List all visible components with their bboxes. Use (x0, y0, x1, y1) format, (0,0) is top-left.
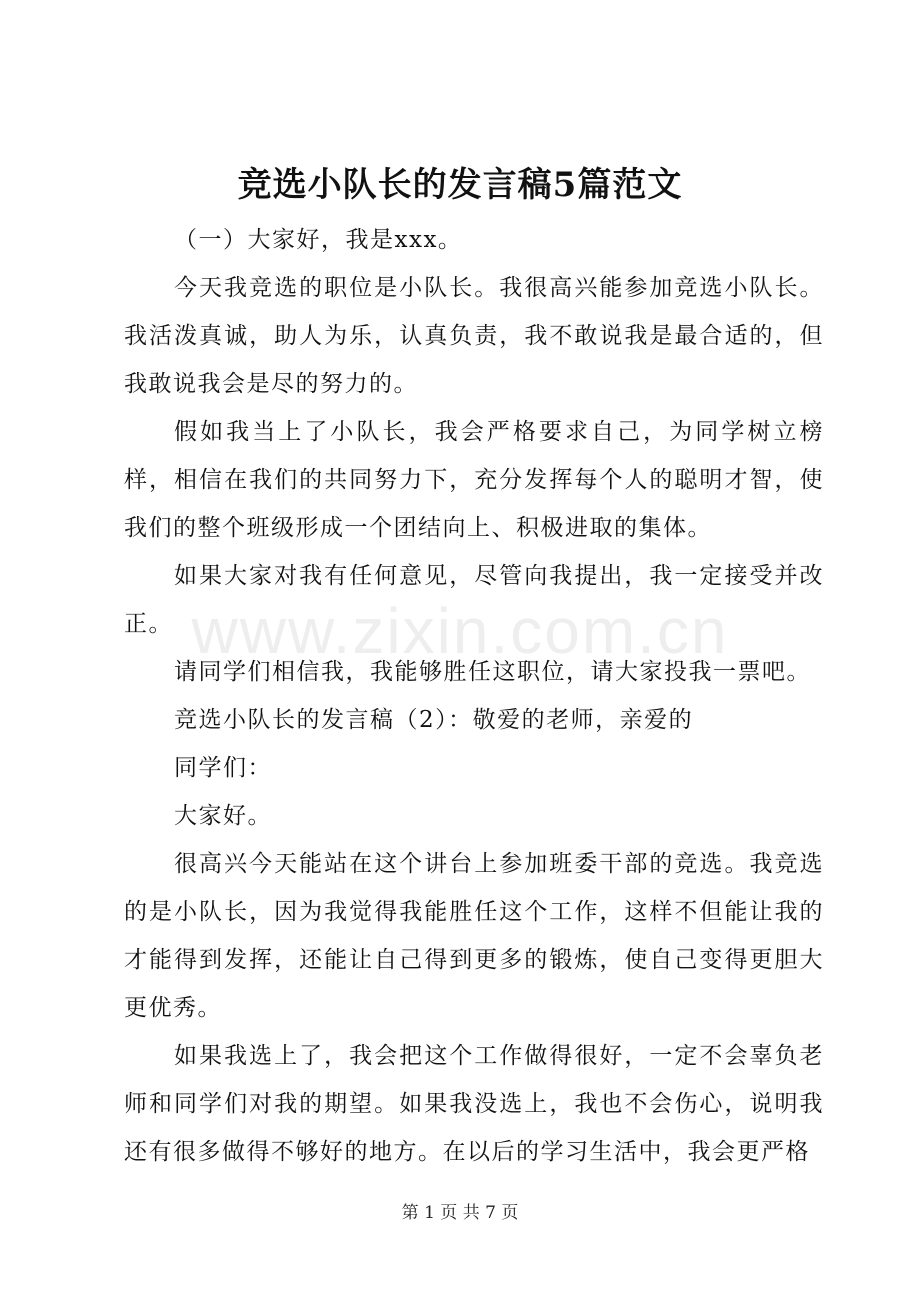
paragraph-1: （一）大家好，我是xxx。 (174, 227, 463, 253)
paragraph-10: 如果我选上了，我会把这个工作做得很好，一定不会辜负老师和同学们对我的期望。如果我没选上，我也不会伤心，说明我还有很多做得不够好的地方。在以后的学习生活中，我会更严格 (124, 1043, 824, 1165)
paragraph-3: 假如我当上了小队长，我会严格要求自己，为同学树立榜样，相信在我们的共同努力下，充分发挥每个人的聪明才智，使我们的整个班级形成一个团结向上、积极进取的集体。 (124, 419, 824, 541)
paragraph-8: 大家好。 (174, 803, 272, 829)
document-body (124, 216, 824, 1176)
paragraph-2: 今天我竞选的职位是小队长。我很高兴能参加竞选小队长。我活泼真诚，助人为乐，认真负责，我不敢说我是最合适的，但我敢说我会是尽的努力的。 (124, 275, 824, 397)
paragraph-9: 很高兴今天能站在这个讲台上参加班委干部的竞选。我竞选的是小队长，因为我觉得我能胜任这个工作，这样不但能让我的才能得到发挥，还能让自己得到更多的锻炼，使自己变得更胆大更优秀。 (124, 851, 824, 1021)
paragraph-6: 竞选小队长的发言稿（2）：敬爱的老师，亲爱的 (174, 707, 694, 733)
page-footer: 第 1 页 共 7 页 (401, 1203, 519, 1223)
paragraph-5: 请同学们相信我，我能够胜任这职位，请大家投我一票吧。 (174, 659, 811, 685)
paragraph-7: 同学们： (174, 755, 272, 781)
paragraph-4: 如果大家对我有任何意见，尽管向我提出，我一定接受并改正。 (124, 563, 824, 637)
watermark-text: www.zixin.com.cn (191, 595, 729, 667)
document-title: 竞选小队长的发言稿5篇范文 (237, 165, 683, 205)
